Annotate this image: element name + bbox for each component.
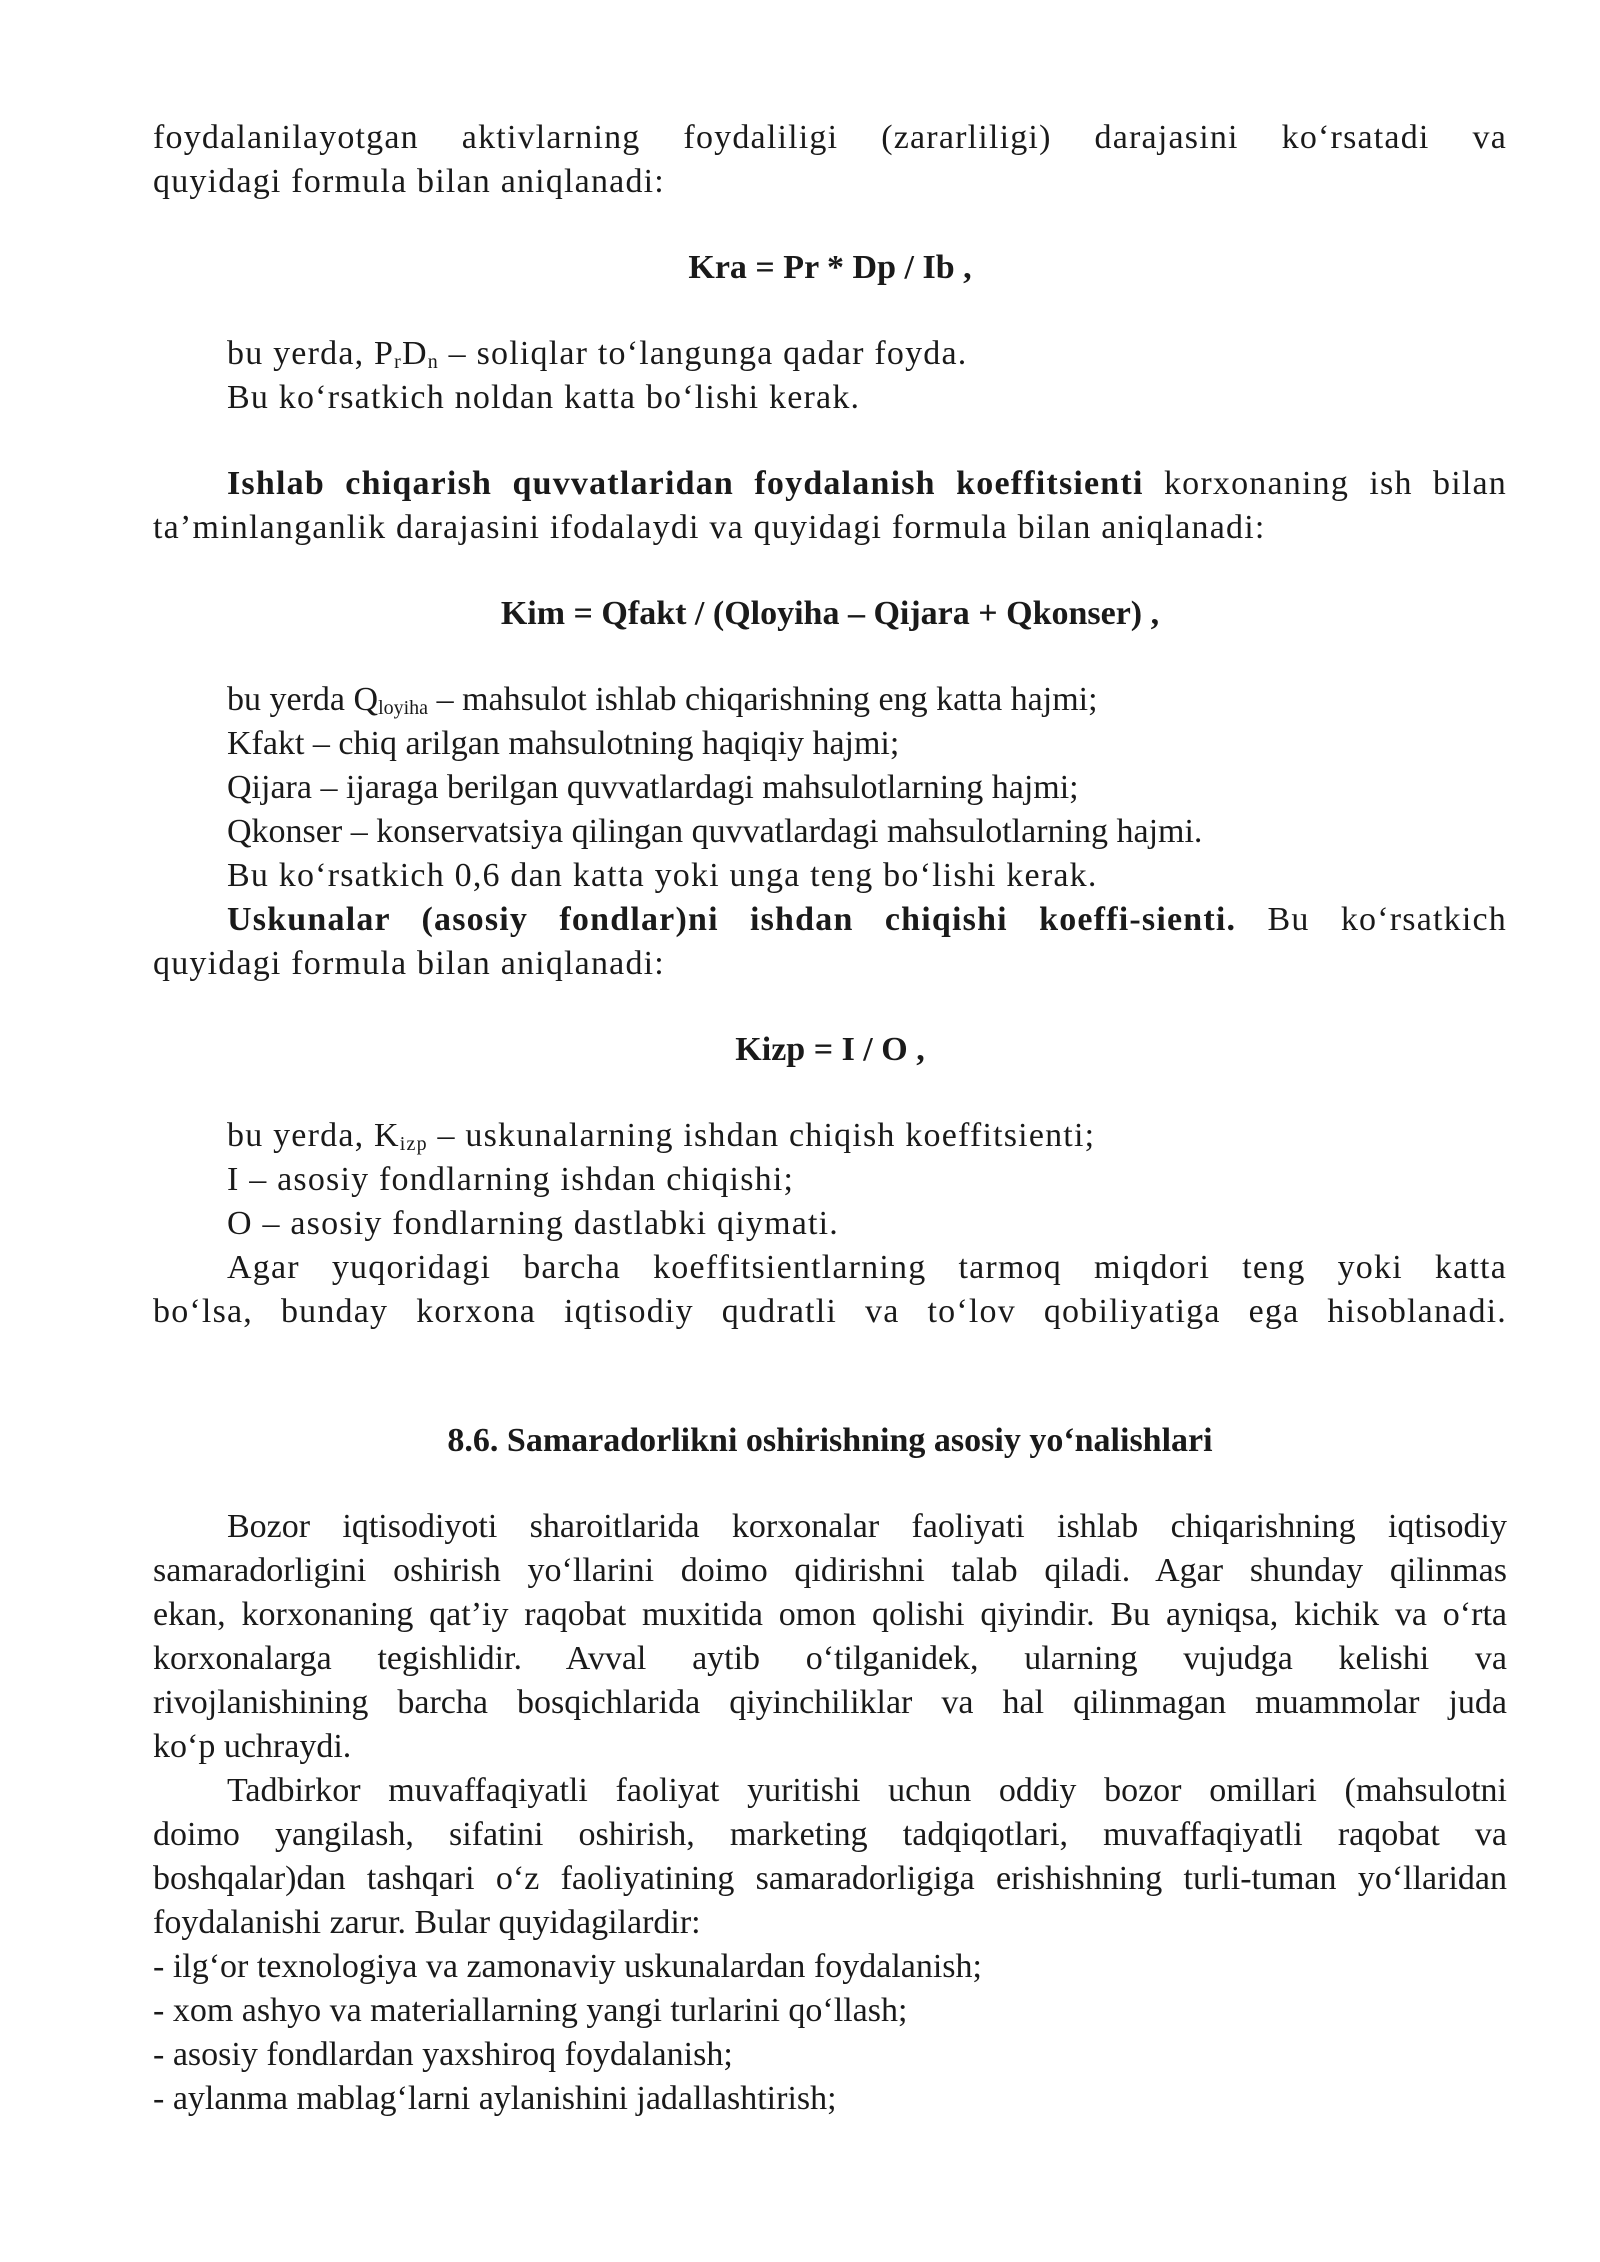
term-bold: Uskunalar (asosiy fondlar)ni ishdan chiqishi koeffi-sienti. xyxy=(227,901,1237,938)
list-item: - ilg‘or texnologiya va zamonaviy uskunalardan foydalanish; xyxy=(153,1948,982,1985)
list-item: - aylanma mablag‘larni aylanishini jadallashtirish; xyxy=(153,2080,837,2117)
subscript: r xyxy=(394,351,402,373)
paragraph-line: Bu ko‘rsatkich noldan katta bo‘lishi kerak. xyxy=(227,379,861,416)
paragraph-line: samaradorligini oshirish yo‘llarini doimo qidirishni talab qiladi. Agar shunday qilinmas xyxy=(153,1552,1507,1589)
list-item: - asosiy fondlardan yaxshiroq foydalanish; xyxy=(153,2036,733,2073)
formula-kim: Kim = Qfakt / (Qloyiha – Qijara + Qkonser) , xyxy=(500,595,1160,632)
paragraph-line: ekan, korxonaning qat’iy raqobat muxitida omon qolishi qiyindir. Bu ayniqsa, kichik va o‘rta xyxy=(153,1596,1507,1633)
text-span: Bu ko‘rsatkich xyxy=(1236,901,1507,938)
text-span: bu yerda Q xyxy=(227,681,379,718)
paragraph-line: Qijara – ijaraga berilgan quvvatlardagi mahsulotlarning hajmi; xyxy=(227,769,1079,806)
paragraph-line: Tadbirkor muvaffaqiyatli faoliyat yuritishi uchun oddiy bozor omillari (mahsulotni xyxy=(227,1772,1507,1809)
paragraph-line: O – asosiy fondlarning dastlabki qiymati. xyxy=(227,1205,840,1242)
paragraph-line: Qkonser – konservatsiya qilingan quvvatlardagi mahsulotlarning hajmi. xyxy=(227,813,1203,850)
list-item: - xom ashyo va materiallarning yangi turlarini qo‘llash; xyxy=(153,1992,908,2029)
paragraph-line: quyidagi formula bilan aniqlanadi: xyxy=(153,945,665,982)
paragraph-line: foydalanilayotgan aktivlarning foydaliligi (zararliligi) darajasini ko‘rsatadi va xyxy=(153,119,1507,156)
text-span: korxonaning ish bilan xyxy=(1143,465,1508,502)
paragraph-line: Agar yuqoridagi barcha koeffitsientlarning tarmoq miqdori teng yoki katta xyxy=(227,1249,1507,1286)
text-span: – uskunalarning ishdan chiqish koeffitsienti; xyxy=(427,1117,1096,1154)
paragraph-line: Bu ko‘rsatkich 0,6 dan katta yoki unga teng bo‘lishi kerak. xyxy=(227,857,1098,894)
paragraph-line: korxonalarga tegishlidir. Avval aytib o‘tilganidek, ularning vujudga kelishi va xyxy=(153,1640,1507,1677)
text-span: – mahsulot ishlab chiqarishning eng katta hajmi; xyxy=(428,681,1098,718)
paragraph-line: doimo yangilash, sifatini oshirish, marketing tadqiqotlari, muvaffaqiyatli raqobat va xyxy=(153,1816,1507,1853)
paragraph-line: Bozor iqtisodiyoti sharoitlarida korxonalar faoliyati ishlab chiqarishning iqtisodiy xyxy=(227,1508,1507,1545)
text-span: – soliqlar to‘langunga qadar foyda. xyxy=(438,335,968,372)
section-heading: 8.6. Samaradorlikni oshirishning asosiy yo‘nalishlari xyxy=(447,1422,1213,1459)
formula-kizp: Kizp = I / O , xyxy=(735,1031,925,1068)
paragraph-line: ko‘p uchraydi. xyxy=(153,1728,352,1765)
subscript: loyiha xyxy=(378,697,429,719)
text-span: D xyxy=(402,335,428,372)
paragraph-line: ta’minlanganlik darajasini ifodalaydi va quyidagi formula bilan aniqlanadi: xyxy=(153,509,1266,546)
paragraph-line: I – asosiy fondlarning ishdan chiqishi; xyxy=(227,1161,795,1198)
paragraph-line: boshqalar)dan tashqari o‘z faoliyatining samaradorligiga erishishning turli-tuman yo‘llaridan xyxy=(153,1860,1507,1897)
paragraph-line xyxy=(227,898,1507,941)
subscript: n xyxy=(427,351,439,373)
paragraph-line: quyidagi formula bilan aniqlanadi: xyxy=(153,163,665,200)
term-bold: Ishlab chiqarish quvvatlaridan foydalanish koeffitsienti xyxy=(227,465,1144,502)
paragraph-line xyxy=(227,1114,1507,1157)
formula-kra: Kra = Pr * Dp / Ib , xyxy=(688,249,972,286)
subscript: izp xyxy=(399,1133,428,1155)
paragraph-line: rivojlanishining barcha bosqichlarida qiyinchiliklar va hal qilinmagan muammolar juda xyxy=(153,1684,1507,1721)
text-span: bu yerda, P xyxy=(227,335,395,372)
paragraph-line: bo‘lsa, bunday korxona iqtisodiy qudratli va to‘lov qobiliyatiga ega hisoblanadi. xyxy=(153,1293,1507,1330)
text-span: bu yerda, K xyxy=(227,1117,400,1154)
paragraph-line xyxy=(227,332,1507,375)
paragraph-line: Kfakt – chiq arilgan mahsulotning haqiqiy hajmi; xyxy=(227,725,900,762)
paragraph-line: foydalanishi zarur. Bular quyidagilardir: xyxy=(153,1904,701,1941)
paragraph-line xyxy=(227,462,1507,505)
paragraph-line xyxy=(227,678,1507,721)
